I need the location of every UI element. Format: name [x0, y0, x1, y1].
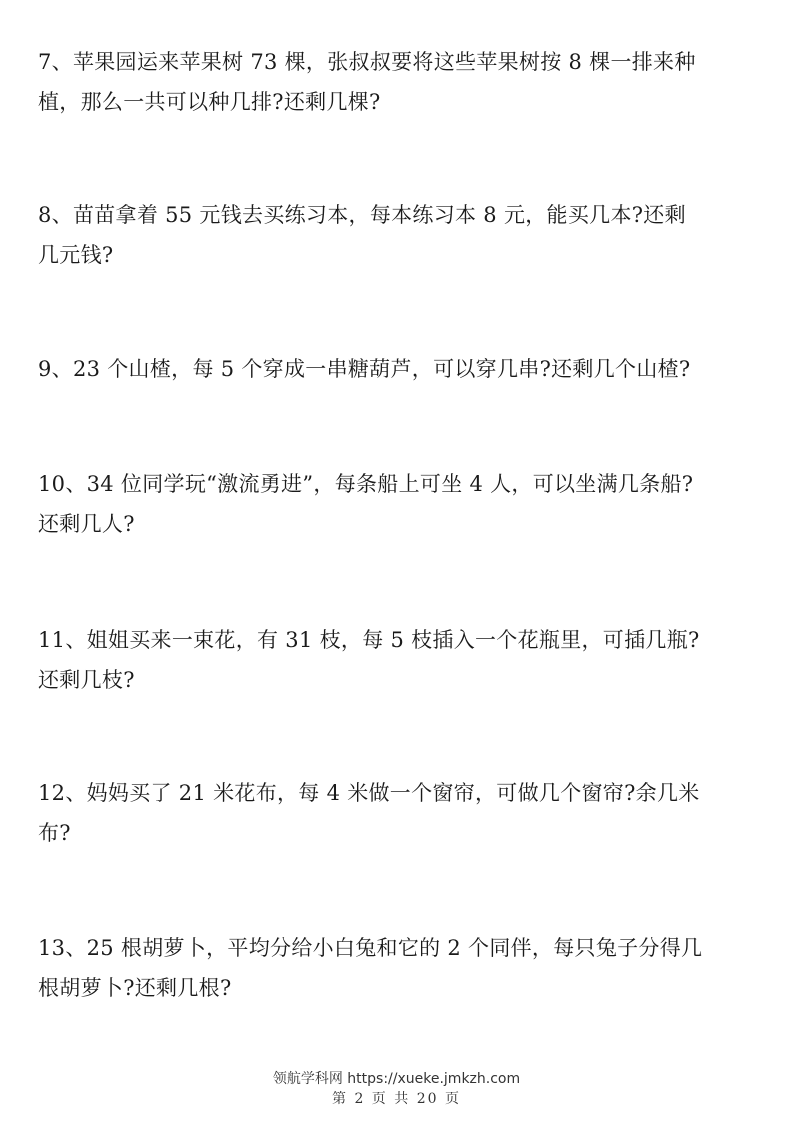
question-line: 13、25 根胡萝卜，平均分给小白兔和它的 2 个同伴，每只兔子分得几 — [38, 936, 703, 960]
question-line: 还剩几人? — [38, 512, 135, 536]
question-line: 10、34 位同学玩“激流勇进”，每条船上可坐 4 人，可以坐满几条船? — [38, 472, 694, 496]
question-8 — [38, 195, 758, 275]
footer-page-number: 第 2 页 共 20 页 — [332, 1091, 461, 1107]
question-7 — [38, 42, 758, 122]
footer-site-link: 领航学科网 https://xueke.jmkzh.com — [272, 1071, 521, 1087]
question-line: 布? — [38, 821, 71, 845]
question-line: 还剩几枝? — [38, 668, 135, 692]
question-line: 根胡萝卜?还剩几根? — [38, 976, 232, 1000]
question-12 — [38, 773, 758, 853]
question-line: 9、23 个山楂，每 5 个穿成一串糖葫芦，可以穿几串?还剩几个山楂? — [38, 357, 691, 381]
question-line: 12、妈妈买了 21 米花布，每 4 米做一个窗帘，可做几个窗帘?余几米 — [38, 781, 700, 805]
question-9 — [38, 349, 758, 389]
question-10 — [38, 464, 758, 544]
question-line: 7、苹果园运来苹果树 73 棵，张叔叔要将这些苹果树按 8 棵一排来种 — [38, 50, 696, 74]
question-11 — [38, 620, 758, 700]
question-line: 11、姐姐买来一束花，有 31 枝，每 5 枝插入一个花瓶里，可插几瓶? — [38, 628, 700, 652]
question-line: 8、苗苗拿着 55 元钱去买练习本，每本练习本 8 元，能买几本?还剩 — [38, 203, 686, 227]
question-13 — [38, 928, 758, 1008]
question-line: 几元钱? — [38, 243, 114, 267]
question-line: 植，那么一共可以种几排?还剩几棵? — [38, 90, 381, 114]
